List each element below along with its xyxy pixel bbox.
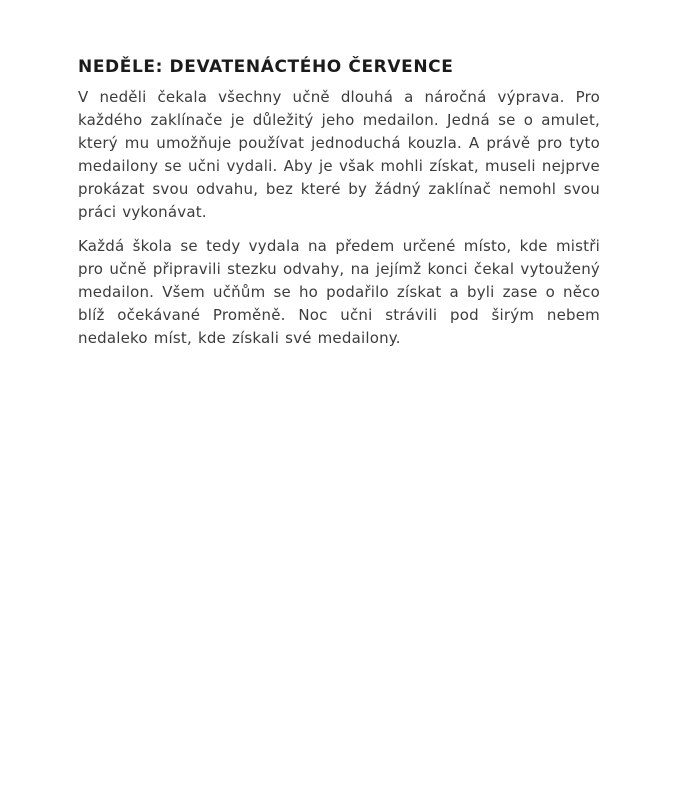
section-heading: NEDĚLE: DEVATENÁCTÉHO ČERVENCE [78,57,454,77]
paragraph-2: Každá škola se tedy vydala na předem určené místo, kde mistři pro učně připravili stezku odvahy, na jejímž konci čekal vytoužený medailon. Všem učňům se ho podařilo získat a byli zase o něco blíž očekávané Proměně. Noc učni strávili pod širým nebem nedaleko míst, kde získali své medailony. [78,237,600,347]
paragraph-1: V neděli čekala všechny učně dlouhá a náročná výprava. Pro každého zaklínače je důležitý jeho medailon. Jedná se o amulet, který mu umožňuje používat jednoduchá kouzla. A právě pro tyto medailony se učni vydali. Aby je však mohli získat, museli nejprve prokázat svou odvahu, bez které by žádný zaklínač nemohl svou práci vykonávat. [78,88,600,221]
